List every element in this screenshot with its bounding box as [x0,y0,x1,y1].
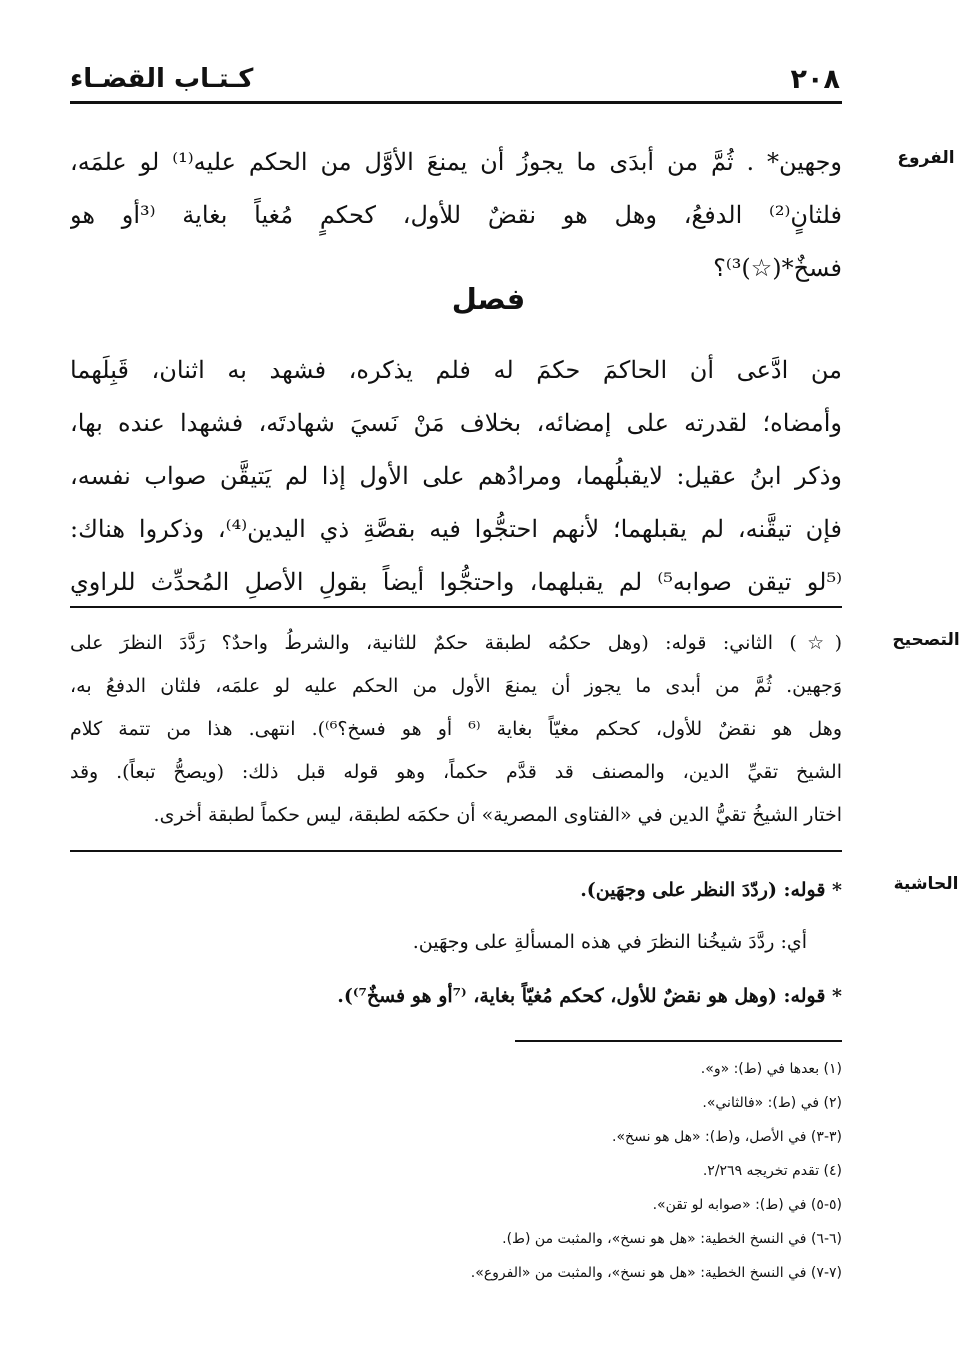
label-tashih: التصحيح [892,630,960,650]
footnotes [70,1052,842,1290]
running-header [70,62,840,102]
footnote: (٢) في (ط): «فالثاني». [702,1095,842,1111]
tashih-line: (☆) الثاني: قوله: (وهل حكمُه لطبقة حكمٌ للثانية، والشرطُ واحدٌ؟ رَدَّدَ النظرَ على [70,632,842,654]
book-title: كـتـاب القضـاء [70,64,254,94]
main-line: وذكر ابنُ عقيل: لايقبلُهما، ومرادُهم على الأول إذا لم يَتيقَّن صواب نفسه، [70,462,842,490]
main-text [70,344,842,609]
page-number: ٢٠٨ [790,64,840,95]
label-hashiya: الحاشية [893,874,959,894]
furu-line: فسخٌ*(☆)³⁾؟ [713,254,842,282]
tashih-line: وهل هو نقضٌ للأول، كحكم مغيّاً بغاية ⁽⁶ أو هو فسخ؟⁶⁾). انتهى. هذا من تتمة كلام [70,718,842,740]
tashih-line: اختار الشيخُ تقيُّ الدين في «الفتاوى المصرية» أن حكمَه لطبقة، ليس حكماً لطبقة أخرى. [153,804,842,826]
tashih-rule [70,606,842,608]
tashih-line: الشيخ تقيِّ الدين، والمصنف قد قدَّم حكماً، وهو قوله قبل ذلك: (ويصحُّ تبعاً). وقد [70,761,842,783]
hashiya-text [70,918,807,966]
section-heading: فصل [451,282,526,316]
header-rule [70,101,842,104]
hashiya-line: * قوله: (ردّدَ النظر على وجهَين). [580,879,842,901]
furu-line: فلثانٍ⁽²⁾ الدفعُ، وهل هو نقضٌ للأول، كحكمٍ مُغياً بغاية ⁽³أو هو [70,201,842,229]
tashih-text [70,622,842,837]
hashiya-line: * قوله: (وهل هو نقضٌ للأول، كحكم مُغيّاً بغاية، ⁽⁷أو هو فسخٌ⁷⁾). [337,985,842,1007]
furu-text [70,136,842,295]
footnote: (٤) تقدم تخريجه ٢/٢٦٩. [702,1163,842,1179]
hashiya-text [70,972,842,1020]
tashih-line: وَجهين. ثُمَّ من أبدى ما يجوز أن يمنعَ الأول من الحكم عليه لو علمَه، فلثان الدفعُ به، [70,675,842,697]
footnote-rule [515,1040,842,1042]
hashiya-line: أي: ردَّدَ شيخُنا النظرَ في هذه المسألةِ على وجهَين. [412,931,807,953]
furu-line: وجهين* . ثُمَّ من أبدَى ما يجوزُ أن يمنعَ الأوَّل من الحكم عليه⁽¹⁾ لو علمَه، [70,148,842,176]
footnote: (٥-٥) في (ط): «صوابه لو تقن». [652,1197,842,1213]
hashiya-text [70,866,842,914]
main-line: وأمضاه؛ لقدرته على إمضائه، بخلاف مَنْ نَسيَ شهادتَه، فشهدا عنده بها، [70,409,842,437]
main-line: فإن تيقَّنه، لم يقبلهما؛ لأنهم احتجُّوا فيه بقصَّةِ ذي اليدين⁽⁴⁾، وذكروا هناك: [70,515,842,543]
label-furu: الفروع [897,148,955,168]
main-line: ⁽⁵لو تيقن صوابه⁵⁾ لم يقبلهما، واحتجُّوا أيضاً بقولِ الأصلِ المُحدِّث للراوي [70,568,842,596]
main-line: من ادَّعى أن الحاكمَ حكمَ له فلم يذكره، فشهد به اثنان، قَبِلَهما [70,356,842,384]
hashiya-rule [70,850,842,852]
footnote: (٦-٦) في النسخ الخطية: «هل هو نسخ»، والمثبت من (ط). [502,1231,842,1247]
footnote: (١) بعدها في (ط): «و». [700,1061,842,1077]
footnote: (٧-٧) في النسخ الخطية: «هل هو نسخ»، والمثبت من «الفروع». [470,1265,842,1281]
footnote: (٣-٣) في الأصل، و(ط): «هل هو نسخ». [612,1129,842,1145]
